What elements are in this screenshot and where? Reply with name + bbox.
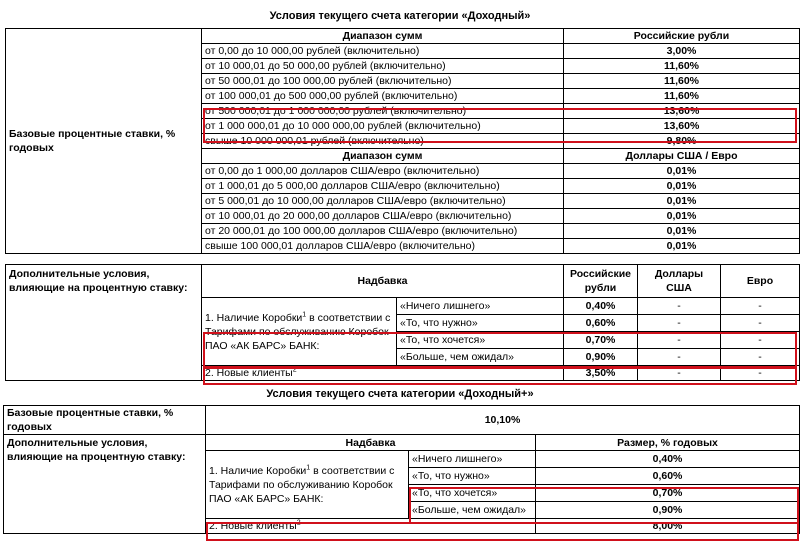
range-header-usd: Диапазон сумм <box>202 149 564 164</box>
option-rate: 0,90% <box>536 502 800 519</box>
rate-cell: 0,01% <box>564 209 800 224</box>
range-cell: от 1 000,01 до 5 000,00 долларов США/евро (включительно) <box>202 179 564 194</box>
box-condition-text-2: 1. Наличие Коробки <box>209 464 307 477</box>
rate-cell: 11,60% <box>564 59 800 74</box>
option-rub: 0,70% <box>564 332 638 349</box>
option-name: «То, что нужно» <box>397 315 564 332</box>
box-condition-text: 1. Наличие Коробки <box>205 311 303 324</box>
range-cell: от 10 000,01 до 50 000,00 рублей (включительно) <box>202 59 564 74</box>
range-cell: от 20 000,01 до 100 000,00 долларов США/евро (включительно) <box>202 224 564 239</box>
range-cell: от 50 000,01 до 100 000,00 рублей (включительно) <box>202 74 564 89</box>
base-rate-value-2: 10,10% <box>206 406 800 435</box>
box-condition <box>202 298 397 366</box>
option-rub: 0,40% <box>564 298 638 315</box>
option-rate: 0,60% <box>536 468 800 485</box>
option-name: «Ничего лишнего» <box>397 298 564 315</box>
rate-cell: 0,01% <box>564 164 800 179</box>
rub-header: Российские рубли <box>564 29 800 44</box>
option-usd: - <box>638 349 721 366</box>
option-name: «Больше, чем ожидал» <box>397 349 564 366</box>
additional-label-2: Дополнительные условия, влияющие на процентную ставку: <box>4 435 206 534</box>
rate-cell: 0,01% <box>564 194 800 209</box>
option-eur: - <box>721 349 800 366</box>
range-cell: от 500 000,01 до 1 000 000,00 рублей (включительно) <box>202 104 564 119</box>
footnote-2: 2 <box>292 366 297 374</box>
additional-label: Дополнительные условия, влияющие на процентную ставку: <box>6 265 202 381</box>
range-cell: от 1 000 000,01 до 10 000 000,00 рублей (включительно) <box>202 119 564 134</box>
option-name: «То, что хочется» <box>397 332 564 349</box>
option-name: «Больше, чем ожидал» <box>409 502 536 519</box>
option-rub: 0,60% <box>564 315 638 332</box>
rate-cell: 0,01% <box>564 224 800 239</box>
option-eur: - <box>721 315 800 332</box>
option-name: «То, что хочется» <box>409 485 536 502</box>
option-rate: 0,70% <box>536 485 800 502</box>
section2-title: Условия текущего счета категории «Доходный+» <box>266 388 534 400</box>
new-clients-rub: 3,50% <box>564 366 638 381</box>
col-eur-header: Евро <box>721 265 800 298</box>
rate-cell: 0,01% <box>564 239 800 254</box>
range-cell: от 0,00 до 10 000,00 рублей (включительно) <box>202 44 564 59</box>
range-cell: от 5 000,01 до 10 000,00 долларов США/евро (включительно) <box>202 194 564 209</box>
option-rate: 0,40% <box>536 451 800 468</box>
footnote-2-2: 2 <box>296 519 301 527</box>
usd-header: Доллары США / Евро <box>564 149 800 164</box>
range-cell: от 100 000,01 до 500 000,00 рублей (включительно) <box>202 89 564 104</box>
rate-cell: 11,60% <box>564 74 800 89</box>
base-rates-label: Базовые процентные ставки, % годовых <box>6 29 202 254</box>
range-cell: от 0,00 до 1 000,00 долларов США/евро (включительно) <box>202 164 564 179</box>
new-clients-usd: - <box>638 366 721 381</box>
base-rate-label-2: Базовые процентные ставки, % годовых <box>4 406 206 435</box>
box-condition-text-rest-2: в соответствии с Тарифами по обслуживанию Коробок ПАО «АК БАРС» БАНК: <box>209 464 395 505</box>
range-cell: свыше 10 000 000,01 рублей (включительно) <box>202 134 564 149</box>
new-clients-rate-2: 8,00% <box>536 519 800 534</box>
new-clients-label: 2. Новые клиенты <box>205 367 293 379</box>
base-rates-table <box>5 28 800 254</box>
section1-title: Условия текущего счета категории «Доходный» <box>269 10 531 22</box>
bonus-header: Надбавка <box>202 265 564 298</box>
box-condition-2 <box>206 451 409 519</box>
rate-cell: 13,60% <box>564 104 800 119</box>
size-header: Размер, % годовых <box>536 435 800 451</box>
option-usd: - <box>638 332 721 349</box>
box-condition-text-rest: в соответствии с Тарифами по обслуживанию Коробок ПАО «АК БАРС» БАНК: <box>205 311 391 352</box>
option-name: «Ничего лишнего» <box>409 451 536 468</box>
col-usd-header: Доллары США <box>638 265 721 298</box>
new-clients-eur: - <box>721 366 800 381</box>
range-header-rub: Диапазон сумм <box>202 29 564 44</box>
footnote-1-2: 1 <box>306 464 311 471</box>
additional-conditions-table <box>5 264 800 381</box>
range-cell: свыше 100 000,01 долларов США/евро (включительно) <box>202 239 564 254</box>
option-eur: - <box>721 332 800 349</box>
option-rub: 0,90% <box>564 349 638 366</box>
option-usd: - <box>638 315 721 332</box>
rate-cell: 13,60% <box>564 119 800 134</box>
new-clients-label-2: 2. Новые клиенты <box>209 520 297 532</box>
footnote-1: 1 <box>302 311 307 318</box>
rate-cell: 9,80% <box>564 134 800 149</box>
rate-cell: 11,60% <box>564 89 800 104</box>
option-eur: - <box>721 298 800 315</box>
option-usd: - <box>638 298 721 315</box>
bonus-header-2: Надбавка <box>206 435 536 451</box>
rate-cell: 0,01% <box>564 179 800 194</box>
range-cell: от 10 000,01 до 20 000,00 долларов США/евро (включительно) <box>202 209 564 224</box>
col-rub-header: Российские рубли <box>564 265 638 298</box>
option-name: «То, что нужно» <box>409 468 536 485</box>
section2-table <box>3 405 800 534</box>
rate-cell: 3,00% <box>564 44 800 59</box>
